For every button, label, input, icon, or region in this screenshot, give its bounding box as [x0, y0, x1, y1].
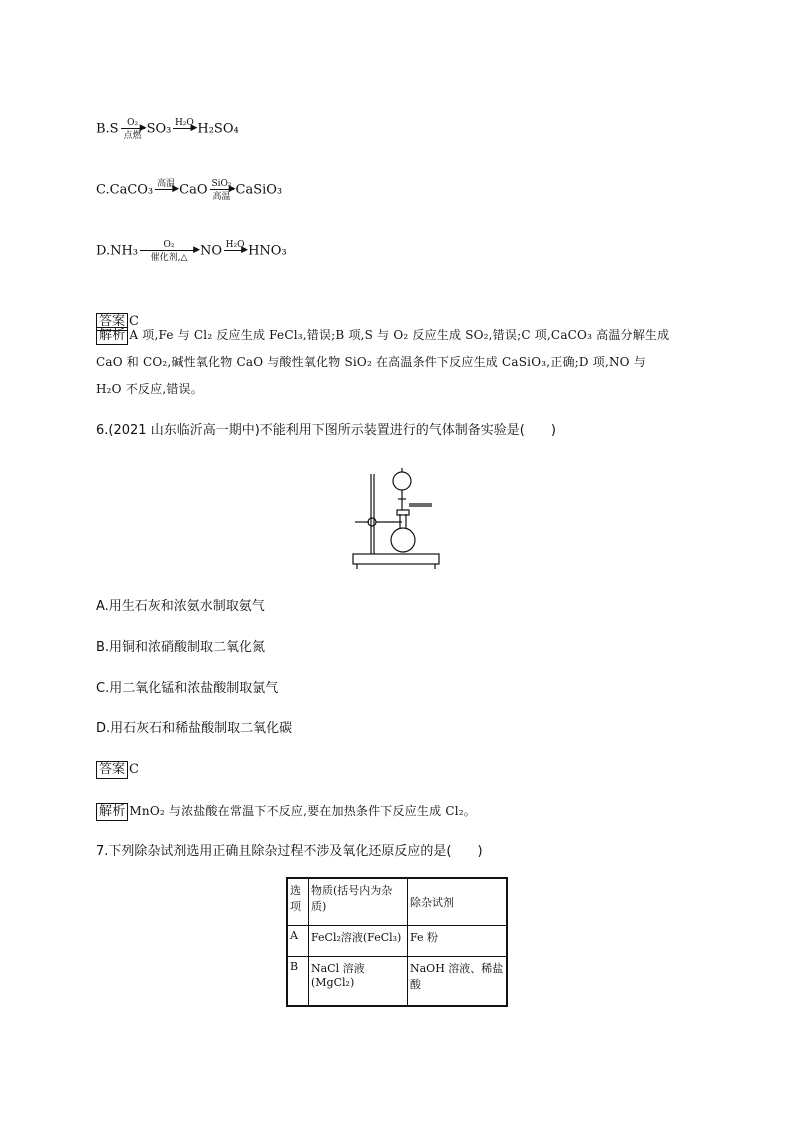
- reaction-d: [96, 242, 287, 261]
- reaction-arrow: H₂O ▶: [225, 240, 249, 255]
- answer-tag: 答案: [96, 313, 128, 331]
- table-cell: NaCl 溶液(MgCl₂): [309, 957, 408, 1007]
- answer-tag: 答案: [96, 761, 128, 779]
- reaction-arrow: H₂O ▶: [174, 118, 198, 133]
- table-row: [287, 957, 507, 1007]
- table-header: 选项: [287, 878, 309, 926]
- reaction-arrow: O₂ ▶ 点燃: [119, 120, 147, 138]
- q6-option-a: A.用生石灰和浓氨水制取氨气: [96, 599, 265, 614]
- q7-table: [286, 877, 508, 1007]
- reaction-c-label: C.CaCO₃: [96, 182, 154, 198]
- reaction-d-end: HNO₃: [248, 243, 287, 259]
- reaction-b-end: H₂SO₄: [197, 121, 239, 137]
- q6-answer: [96, 761, 139, 779]
- table-header: 物质(括号内为杂质): [309, 878, 408, 926]
- q6-option-c: C.用二氧化锰和浓盐酸制取氯气: [96, 681, 279, 696]
- answer-value: C: [129, 762, 139, 777]
- q5-analysis-line-1: 解析 A 项,Fe 与 Cl₂ 反应生成 FeCl₃,错误;B 项,S 与 O₂ 反应生成 SO₂,错误;C 项,CaCO₃ 高温分解生成: [96, 326, 669, 345]
- q6-stem: 6.(2021 山东临沂高一期中)不能利用下图所示装置进行的气体制备实验是( ): [96, 423, 556, 438]
- reaction-c-end: CaSiO₃: [235, 182, 283, 198]
- table-cell: NaOH 溶液、稀盐酸: [408, 957, 508, 1007]
- reaction-d-mid: NO: [200, 243, 223, 259]
- reaction-arrow: 高温 ▶: [157, 179, 180, 194]
- table-header-row: [287, 878, 507, 926]
- table-row: [287, 926, 507, 957]
- reaction-b: [96, 120, 239, 139]
- reaction-c: [96, 181, 282, 200]
- q5-analysis-line-2: CaO 和 CO₂,碱性氧化物 CaO 与酸性氧化物 SiO₂ 在高温条件下反应生成 CaSiO₃,正确;D 项,NO 与: [96, 355, 646, 369]
- table-header: 除杂试剂: [408, 878, 508, 926]
- table-cell: FeCl₂溶液(FeCl₃): [309, 926, 408, 957]
- table-cell: B: [287, 957, 309, 1007]
- analysis-tag: 解析: [96, 327, 128, 345]
- q6-option-d: D.用石灰石和稀盐酸制取二氧化碳: [96, 721, 293, 736]
- q6-option-b: B.用铜和浓硝酸制取二氧化氮: [96, 640, 266, 655]
- reaction-arrow: SiO₂ ▶ 高温: [211, 179, 236, 202]
- answer-value: C: [129, 314, 139, 329]
- gas-apparatus-figure: [350, 466, 450, 574]
- analysis-tag: 解析: [96, 803, 128, 821]
- reaction-arrow: O₂ ▶ 催化剂,△: [138, 242, 200, 260]
- reaction-d-label: D.NH₃: [96, 243, 139, 259]
- q5-analysis-line-3: H₂O 不反应,错误。: [96, 382, 203, 396]
- table-cell: A: [287, 926, 309, 957]
- reaction-c-mid: CaO: [179, 182, 208, 198]
- q6-analysis: 解析 MnO₂ 与浓盐酸在常温下不反应,要在加热条件下反应生成 Cl₂。: [96, 802, 476, 821]
- table-cell: Fe 粉: [408, 926, 508, 957]
- q7-stem: 7.下列除杂试剂选用正确且除杂过程不涉及氧化还原反应的是( ): [96, 844, 483, 859]
- reaction-b-mid: SO₃: [146, 121, 172, 137]
- reaction-b-label: B.S: [96, 121, 119, 137]
